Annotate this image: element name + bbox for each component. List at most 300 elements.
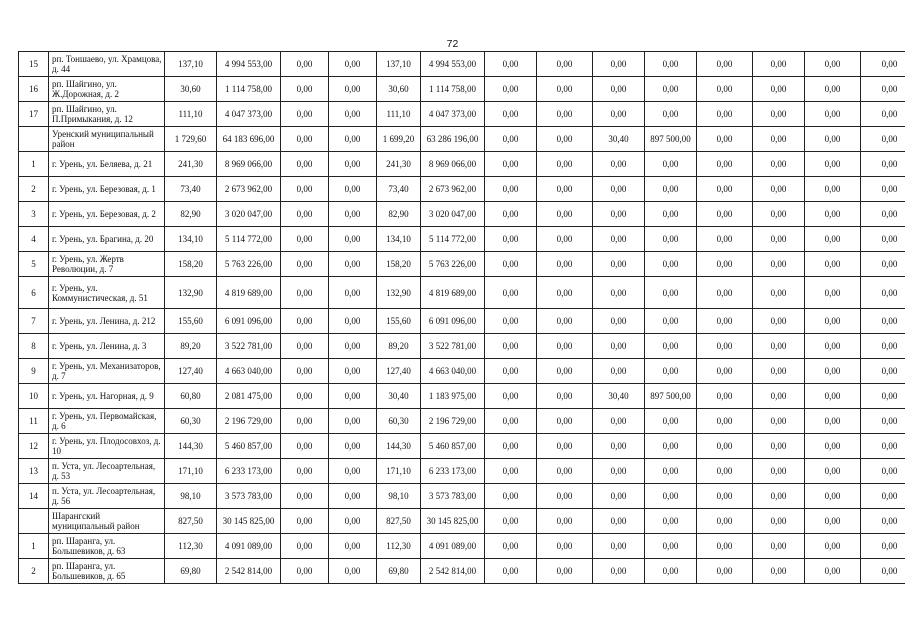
value-cell-c3: 0,00 (281, 534, 329, 559)
value-cell-c9: 30,40 (593, 384, 645, 409)
value-cell-c8: 0,00 (537, 52, 593, 77)
value-cell-c11: 0,00 (697, 359, 753, 384)
table-row (19, 484, 905, 509)
value-cell-c9: 0,00 (593, 309, 645, 334)
row-number-cell: 4 (19, 227, 49, 252)
table-row (19, 509, 905, 534)
value-cell-c10: 0,00 (645, 409, 697, 434)
value-cell-c3: 0,00 (281, 359, 329, 384)
value-cell-c2: 30 145 825,00 (217, 509, 281, 534)
value-cell-c12: 0,00 (753, 277, 805, 309)
value-cell-c13: 0,00 (805, 559, 861, 584)
value-cell-c13: 0,00 (805, 102, 861, 127)
value-cell-c1: 144,30 (165, 434, 217, 459)
value-cell-c2: 5 114 772,00 (217, 227, 281, 252)
value-cell-c3: 0,00 (281, 252, 329, 277)
table-row (19, 227, 905, 252)
value-cell-c6: 1 183 975,00 (421, 384, 485, 409)
value-cell-c8: 0,00 (537, 227, 593, 252)
table-row (19, 202, 905, 227)
value-cell-c4: 0,00 (329, 509, 377, 534)
value-cell-c9: 0,00 (593, 484, 645, 509)
value-cell-c5: 171,10 (377, 459, 421, 484)
value-cell-c7: 0,00 (485, 359, 537, 384)
value-cell-c3: 0,00 (281, 509, 329, 534)
address-cell: рп. Шаранга, ул. Большевиков, д. 65 (49, 559, 165, 584)
value-cell-c7: 0,00 (485, 152, 537, 177)
row-number-cell: 3 (19, 202, 49, 227)
value-cell-c11: 0,00 (697, 409, 753, 434)
value-cell-c9: 0,00 (593, 509, 645, 534)
value-cell-c4: 0,00 (329, 409, 377, 434)
value-cell-c10: 0,00 (645, 102, 697, 127)
value-cell-c7: 0,00 (485, 202, 537, 227)
value-cell-c5: 112,30 (377, 534, 421, 559)
value-cell-c5: 98,10 (377, 484, 421, 509)
value-cell-c11: 0,00 (697, 77, 753, 102)
value-cell-c3: 0,00 (281, 177, 329, 202)
value-cell-c8: 0,00 (537, 509, 593, 534)
value-cell-c7: 0,00 (485, 384, 537, 409)
value-cell-c5: 158,20 (377, 252, 421, 277)
value-cell-c2: 64 183 696,00 (217, 127, 281, 152)
value-cell-c6: 4 047 373,00 (421, 102, 485, 127)
value-cell-c6: 63 286 196,00 (421, 127, 485, 152)
value-cell-c14: 0,00 (861, 309, 905, 334)
value-cell-c2: 6 233 173,00 (217, 459, 281, 484)
address-cell: п. Уста, ул. Лесоартельная, д. 53 (49, 459, 165, 484)
value-cell-c14: 0,00 (861, 127, 905, 152)
value-cell-c2: 5 763 226,00 (217, 252, 281, 277)
row-number-cell: 10 (19, 384, 49, 409)
value-cell-c11: 0,00 (697, 102, 753, 127)
value-cell-c9: 0,00 (593, 559, 645, 584)
value-cell-c9: 0,00 (593, 534, 645, 559)
value-cell-c6: 5 763 226,00 (421, 252, 485, 277)
value-cell-c8: 0,00 (537, 384, 593, 409)
value-cell-c4: 0,00 (329, 559, 377, 584)
address-cell: рп. Шайгино, ул. Ж.Дорожная, д. 2 (49, 77, 165, 102)
value-cell-c6: 2 542 814,00 (421, 559, 485, 584)
value-cell-c1: 73,40 (165, 177, 217, 202)
value-cell-c14: 0,00 (861, 534, 905, 559)
value-cell-c11: 0,00 (697, 334, 753, 359)
value-cell-c13: 0,00 (805, 509, 861, 534)
value-cell-c9: 0,00 (593, 277, 645, 309)
value-cell-c14: 0,00 (861, 202, 905, 227)
value-cell-c8: 0,00 (537, 177, 593, 202)
value-cell-c13: 0,00 (805, 409, 861, 434)
value-cell-c2: 3 522 781,00 (217, 334, 281, 359)
value-cell-c8: 0,00 (537, 252, 593, 277)
value-cell-c7: 0,00 (485, 484, 537, 509)
value-cell-c8: 0,00 (537, 559, 593, 584)
address-cell: г. Урень, ул. Березовая, д. 1 (49, 177, 165, 202)
row-number-cell: 2 (19, 559, 49, 584)
value-cell-c11: 0,00 (697, 534, 753, 559)
value-cell-c3: 0,00 (281, 384, 329, 409)
table-row (19, 309, 905, 334)
value-cell-c10: 0,00 (645, 559, 697, 584)
value-cell-c13: 0,00 (805, 227, 861, 252)
value-cell-c7: 0,00 (485, 77, 537, 102)
value-cell-c10: 897 500,00 (645, 384, 697, 409)
value-cell-c7: 0,00 (485, 509, 537, 534)
value-cell-c2: 2 196 729,00 (217, 409, 281, 434)
value-cell-c4: 0,00 (329, 77, 377, 102)
value-cell-c9: 0,00 (593, 252, 645, 277)
table-body (19, 52, 905, 584)
value-cell-c1: 155,60 (165, 309, 217, 334)
value-cell-c9: 0,00 (593, 334, 645, 359)
value-cell-c12: 0,00 (753, 52, 805, 77)
table-row (19, 102, 905, 127)
address-cell: г. Урень, ул. Беляева, д. 21 (49, 152, 165, 177)
value-cell-c11: 0,00 (697, 509, 753, 534)
value-cell-c14: 0,00 (861, 484, 905, 509)
address-cell: г. Урень, ул. Первомайская, д. 6 (49, 409, 165, 434)
table-row (19, 77, 905, 102)
value-cell-c1: 112,30 (165, 534, 217, 559)
page-number: 72 (446, 38, 459, 50)
value-cell-c8: 0,00 (537, 202, 593, 227)
value-cell-c8: 0,00 (537, 409, 593, 434)
value-cell-c6: 4 663 040,00 (421, 359, 485, 384)
value-cell-c7: 0,00 (485, 102, 537, 127)
value-cell-c14: 0,00 (861, 152, 905, 177)
value-cell-c12: 0,00 (753, 484, 805, 509)
value-cell-c4: 0,00 (329, 384, 377, 409)
value-cell-c14: 0,00 (861, 559, 905, 584)
value-cell-c4: 0,00 (329, 52, 377, 77)
row-number-cell: 5 (19, 252, 49, 277)
row-number-cell (19, 127, 49, 152)
value-cell-c4: 0,00 (329, 359, 377, 384)
value-cell-c1: 134,10 (165, 227, 217, 252)
address-cell: г. Урень, ул. Механизаторов, д. 7 (49, 359, 165, 384)
value-cell-c12: 0,00 (753, 459, 805, 484)
value-cell-c3: 0,00 (281, 459, 329, 484)
address-cell: г. Урень, ул. Березовая, д. 2 (49, 202, 165, 227)
row-number-cell: 2 (19, 177, 49, 202)
value-cell-c4: 0,00 (329, 309, 377, 334)
value-cell-c14: 0,00 (861, 359, 905, 384)
row-number-cell: 15 (19, 52, 49, 77)
value-cell-c10: 0,00 (645, 334, 697, 359)
value-cell-c11: 0,00 (697, 484, 753, 509)
address-cell: Уренский муниципальный район (49, 127, 165, 152)
value-cell-c10: 0,00 (645, 434, 697, 459)
value-cell-c3: 0,00 (281, 334, 329, 359)
row-number-cell: 12 (19, 434, 49, 459)
value-cell-c10: 0,00 (645, 252, 697, 277)
value-cell-c5: 30,60 (377, 77, 421, 102)
table-row (19, 252, 905, 277)
value-cell-c11: 0,00 (697, 227, 753, 252)
value-cell-c14: 0,00 (861, 252, 905, 277)
value-cell-c5: 132,90 (377, 277, 421, 309)
value-cell-c1: 137,10 (165, 52, 217, 77)
value-cell-c13: 0,00 (805, 177, 861, 202)
value-cell-c10: 0,00 (645, 227, 697, 252)
value-cell-c3: 0,00 (281, 309, 329, 334)
value-cell-c9: 0,00 (593, 434, 645, 459)
housing-program-table (18, 51, 905, 584)
value-cell-c1: 89,20 (165, 334, 217, 359)
value-cell-c4: 0,00 (329, 202, 377, 227)
value-cell-c2: 1 114 758,00 (217, 77, 281, 102)
address-cell: п. Уста, ул. Лесоартельная, д. 56 (49, 484, 165, 509)
value-cell-c1: 111,10 (165, 102, 217, 127)
value-cell-c10: 0,00 (645, 202, 697, 227)
value-cell-c10: 0,00 (645, 509, 697, 534)
value-cell-c14: 0,00 (861, 334, 905, 359)
value-cell-c1: 241,30 (165, 152, 217, 177)
value-cell-c3: 0,00 (281, 484, 329, 509)
value-cell-c2: 3 573 783,00 (217, 484, 281, 509)
value-cell-c4: 0,00 (329, 434, 377, 459)
value-cell-c1: 30,60 (165, 77, 217, 102)
row-number-cell: 11 (19, 409, 49, 434)
value-cell-c7: 0,00 (485, 177, 537, 202)
row-number-cell (19, 509, 49, 534)
value-cell-c5: 60,30 (377, 409, 421, 434)
value-cell-c8: 0,00 (537, 534, 593, 559)
address-cell: рп. Шаранга, ул. Большевиков, д. 63 (49, 534, 165, 559)
value-cell-c11: 0,00 (697, 202, 753, 227)
value-cell-c5: 144,30 (377, 434, 421, 459)
value-cell-c6: 1 114 758,00 (421, 77, 485, 102)
value-cell-c14: 0,00 (861, 384, 905, 409)
value-cell-c13: 0,00 (805, 534, 861, 559)
value-cell-c8: 0,00 (537, 434, 593, 459)
value-cell-c9: 0,00 (593, 227, 645, 252)
value-cell-c7: 0,00 (485, 52, 537, 77)
value-cell-c14: 0,00 (861, 52, 905, 77)
value-cell-c10: 897 500,00 (645, 127, 697, 152)
table-row (19, 152, 905, 177)
value-cell-c11: 0,00 (697, 152, 753, 177)
row-number-cell: 13 (19, 459, 49, 484)
value-cell-c3: 0,00 (281, 202, 329, 227)
value-cell-c12: 0,00 (753, 127, 805, 152)
value-cell-c1: 827,50 (165, 509, 217, 534)
value-cell-c2: 5 460 857,00 (217, 434, 281, 459)
value-cell-c5: 73,40 (377, 177, 421, 202)
value-cell-c13: 0,00 (805, 309, 861, 334)
value-cell-c14: 0,00 (861, 177, 905, 202)
value-cell-c1: 158,20 (165, 252, 217, 277)
value-cell-c4: 0,00 (329, 102, 377, 127)
value-cell-c13: 0,00 (805, 77, 861, 102)
value-cell-c9: 0,00 (593, 52, 645, 77)
row-number-cell: 16 (19, 77, 49, 102)
value-cell-c13: 0,00 (805, 384, 861, 409)
value-cell-c13: 0,00 (805, 459, 861, 484)
table-row (19, 384, 905, 409)
value-cell-c4: 0,00 (329, 459, 377, 484)
value-cell-c9: 0,00 (593, 359, 645, 384)
value-cell-c9: 0,00 (593, 177, 645, 202)
value-cell-c5: 134,10 (377, 227, 421, 252)
value-cell-c13: 0,00 (805, 434, 861, 459)
value-cell-c12: 0,00 (753, 152, 805, 177)
table-row (19, 534, 905, 559)
value-cell-c14: 0,00 (861, 227, 905, 252)
value-cell-c1: 132,90 (165, 277, 217, 309)
value-cell-c5: 137,10 (377, 52, 421, 77)
value-cell-c13: 0,00 (805, 484, 861, 509)
value-cell-c5: 111,10 (377, 102, 421, 127)
value-cell-c4: 0,00 (329, 334, 377, 359)
value-cell-c12: 0,00 (753, 77, 805, 102)
value-cell-c12: 0,00 (753, 559, 805, 584)
value-cell-c9: 0,00 (593, 459, 645, 484)
table-row (19, 177, 905, 202)
table-row (19, 334, 905, 359)
value-cell-c5: 30,40 (377, 384, 421, 409)
value-cell-c6: 3 522 781,00 (421, 334, 485, 359)
value-cell-c14: 0,00 (861, 509, 905, 534)
value-cell-c2: 2 542 814,00 (217, 559, 281, 584)
value-cell-c1: 127,40 (165, 359, 217, 384)
value-cell-c10: 0,00 (645, 77, 697, 102)
value-cell-c3: 0,00 (281, 77, 329, 102)
value-cell-c2: 2 081 475,00 (217, 384, 281, 409)
value-cell-c12: 0,00 (753, 359, 805, 384)
value-cell-c12: 0,00 (753, 534, 805, 559)
value-cell-c2: 3 020 047,00 (217, 202, 281, 227)
value-cell-c1: 171,10 (165, 459, 217, 484)
value-cell-c13: 0,00 (805, 202, 861, 227)
value-cell-c6: 3 573 783,00 (421, 484, 485, 509)
row-number-cell: 6 (19, 277, 49, 309)
value-cell-c13: 0,00 (805, 52, 861, 77)
value-cell-c3: 0,00 (281, 277, 329, 309)
value-cell-c8: 0,00 (537, 359, 593, 384)
value-cell-c10: 0,00 (645, 359, 697, 384)
value-cell-c13: 0,00 (805, 334, 861, 359)
value-cell-c6: 5 114 772,00 (421, 227, 485, 252)
value-cell-c14: 0,00 (861, 277, 905, 309)
value-cell-c7: 0,00 (485, 409, 537, 434)
value-cell-c1: 69,80 (165, 559, 217, 584)
row-number-cell: 7 (19, 309, 49, 334)
value-cell-c2: 4 663 040,00 (217, 359, 281, 384)
value-cell-c4: 0,00 (329, 177, 377, 202)
value-cell-c14: 0,00 (861, 409, 905, 434)
value-cell-c6: 4 819 689,00 (421, 277, 485, 309)
row-number-cell: 14 (19, 484, 49, 509)
value-cell-c3: 0,00 (281, 434, 329, 459)
value-cell-c3: 0,00 (281, 227, 329, 252)
value-cell-c8: 0,00 (537, 127, 593, 152)
value-cell-c11: 0,00 (697, 252, 753, 277)
table-row (19, 434, 905, 459)
value-cell-c2: 6 091 096,00 (217, 309, 281, 334)
value-cell-c6: 6 091 096,00 (421, 309, 485, 334)
value-cell-c5: 89,20 (377, 334, 421, 359)
value-cell-c9: 0,00 (593, 102, 645, 127)
value-cell-c4: 0,00 (329, 534, 377, 559)
value-cell-c11: 0,00 (697, 384, 753, 409)
address-cell: г. Урень, ул. Ленина, д. 212 (49, 309, 165, 334)
value-cell-c6: 5 460 857,00 (421, 434, 485, 459)
value-cell-c6: 30 145 825,00 (421, 509, 485, 534)
value-cell-c8: 0,00 (537, 484, 593, 509)
value-cell-c6: 8 969 066,00 (421, 152, 485, 177)
value-cell-c10: 0,00 (645, 309, 697, 334)
value-cell-c3: 0,00 (281, 102, 329, 127)
value-cell-c12: 0,00 (753, 434, 805, 459)
value-cell-c5: 827,50 (377, 509, 421, 534)
value-cell-c11: 0,00 (697, 434, 753, 459)
value-cell-c8: 0,00 (537, 277, 593, 309)
value-cell-c12: 0,00 (753, 227, 805, 252)
value-cell-c5: 82,90 (377, 202, 421, 227)
value-cell-c8: 0,00 (537, 334, 593, 359)
value-cell-c7: 0,00 (485, 127, 537, 152)
row-number-cell: 17 (19, 102, 49, 127)
value-cell-c12: 0,00 (753, 334, 805, 359)
value-cell-c11: 0,00 (697, 459, 753, 484)
value-cell-c11: 0,00 (697, 177, 753, 202)
row-number-cell: 9 (19, 359, 49, 384)
table-row (19, 127, 905, 152)
value-cell-c7: 0,00 (485, 334, 537, 359)
value-cell-c11: 0,00 (697, 127, 753, 152)
value-cell-c2: 4 047 373,00 (217, 102, 281, 127)
address-cell: г. Урень, ул. Жертв Революции, д. 7 (49, 252, 165, 277)
address-cell: г. Урень, ул. Плодосовхоз, д. 10 (49, 434, 165, 459)
value-cell-c11: 0,00 (697, 309, 753, 334)
value-cell-c12: 0,00 (753, 409, 805, 434)
value-cell-c4: 0,00 (329, 227, 377, 252)
value-cell-c13: 0,00 (805, 127, 861, 152)
value-cell-c6: 3 020 047,00 (421, 202, 485, 227)
value-cell-c10: 0,00 (645, 152, 697, 177)
value-cell-c12: 0,00 (753, 177, 805, 202)
value-cell-c1: 60,30 (165, 409, 217, 434)
row-number-cell: 8 (19, 334, 49, 359)
value-cell-c7: 0,00 (485, 559, 537, 584)
value-cell-c8: 0,00 (537, 309, 593, 334)
value-cell-c3: 0,00 (281, 152, 329, 177)
value-cell-c2: 4 091 089,00 (217, 534, 281, 559)
row-number-cell: 1 (19, 152, 49, 177)
value-cell-c10: 0,00 (645, 177, 697, 202)
value-cell-c2: 2 673 962,00 (217, 177, 281, 202)
value-cell-c1: 98,10 (165, 484, 217, 509)
value-cell-c3: 0,00 (281, 409, 329, 434)
value-cell-c7: 0,00 (485, 309, 537, 334)
value-cell-c3: 0,00 (281, 52, 329, 77)
value-cell-c12: 0,00 (753, 202, 805, 227)
value-cell-c6: 6 233 173,00 (421, 459, 485, 484)
value-cell-c9: 0,00 (593, 152, 645, 177)
address-cell: рп. Шайгино, ул. П.Примыкания, д. 12 (49, 102, 165, 127)
value-cell-c12: 0,00 (753, 384, 805, 409)
value-cell-c3: 0,00 (281, 559, 329, 584)
value-cell-c9: 0,00 (593, 77, 645, 102)
value-cell-c8: 0,00 (537, 77, 593, 102)
value-cell-c14: 0,00 (861, 459, 905, 484)
value-cell-c7: 0,00 (485, 227, 537, 252)
address-cell: Шарангский муниципальный район (49, 509, 165, 534)
value-cell-c11: 0,00 (697, 277, 753, 309)
value-cell-c9: 0,00 (593, 202, 645, 227)
value-cell-c14: 0,00 (861, 434, 905, 459)
